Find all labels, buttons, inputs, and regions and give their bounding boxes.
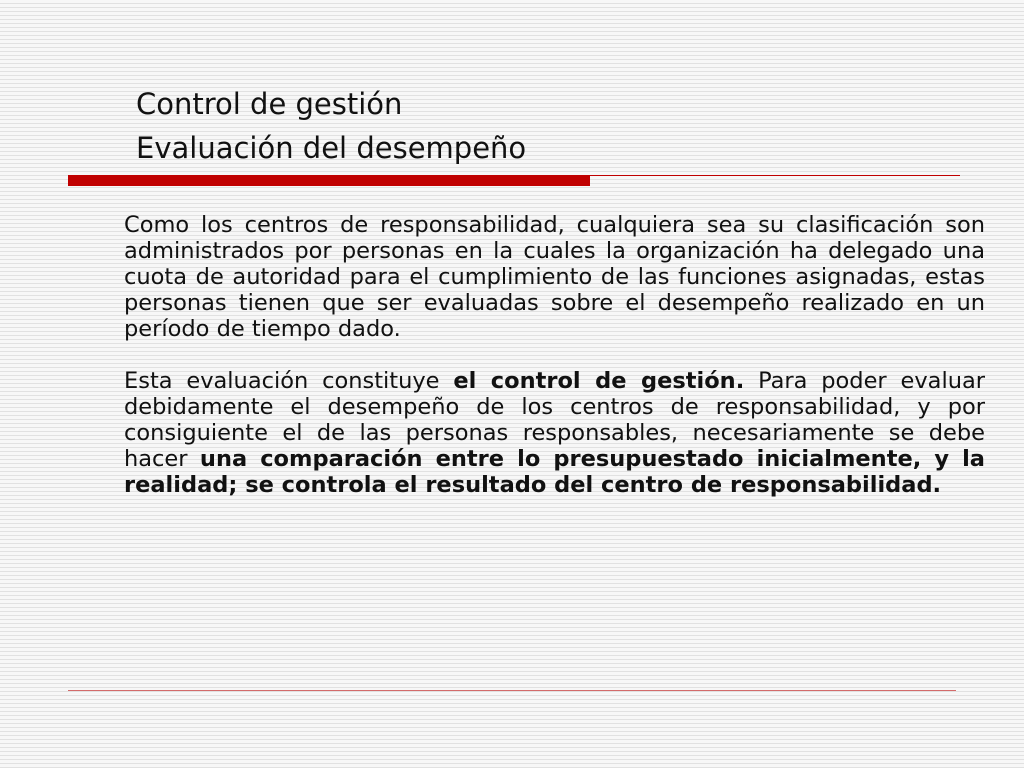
slide-title-line-1: Control de gestión [136,87,403,121]
title-underline-thick [68,175,590,186]
slide-title-line-2: Evaluación del desempeño [136,131,527,165]
paragraph-2-emphasis-comparison: una comparación entre lo presupuestado inicialmente, y la realidad; se controla el resultado del centro de responsabilidad. [124,446,985,498]
slide-body [124,212,985,498]
footer-divider [68,690,956,691]
slide-title [136,82,956,170]
paragraph-2-emphasis-control: el control de gestión. [453,368,745,394]
title-underline-thin [590,175,960,176]
body-paragraph-2 [124,368,985,498]
body-paragraph-1: Como los centros de responsabilidad, cualquiera sea su clasificación son administrados por personas en la cuales la organización ha delegado una cuota de autoridad para el cumplimiento de las funciones asignadas, estas personas tienen que ser evaluadas sobre el desempeño realizado en un período de tiempo dado. [124,212,985,342]
paragraph-2-text-run: Esta evaluación constituye [124,368,454,394]
paragraph-2-text-run: Para poder evaluar debidamente el desempeño de los centros de responsabilidad, y por consiguiente el de las personas responsables, necesariamente se debe hacer [124,368,985,472]
